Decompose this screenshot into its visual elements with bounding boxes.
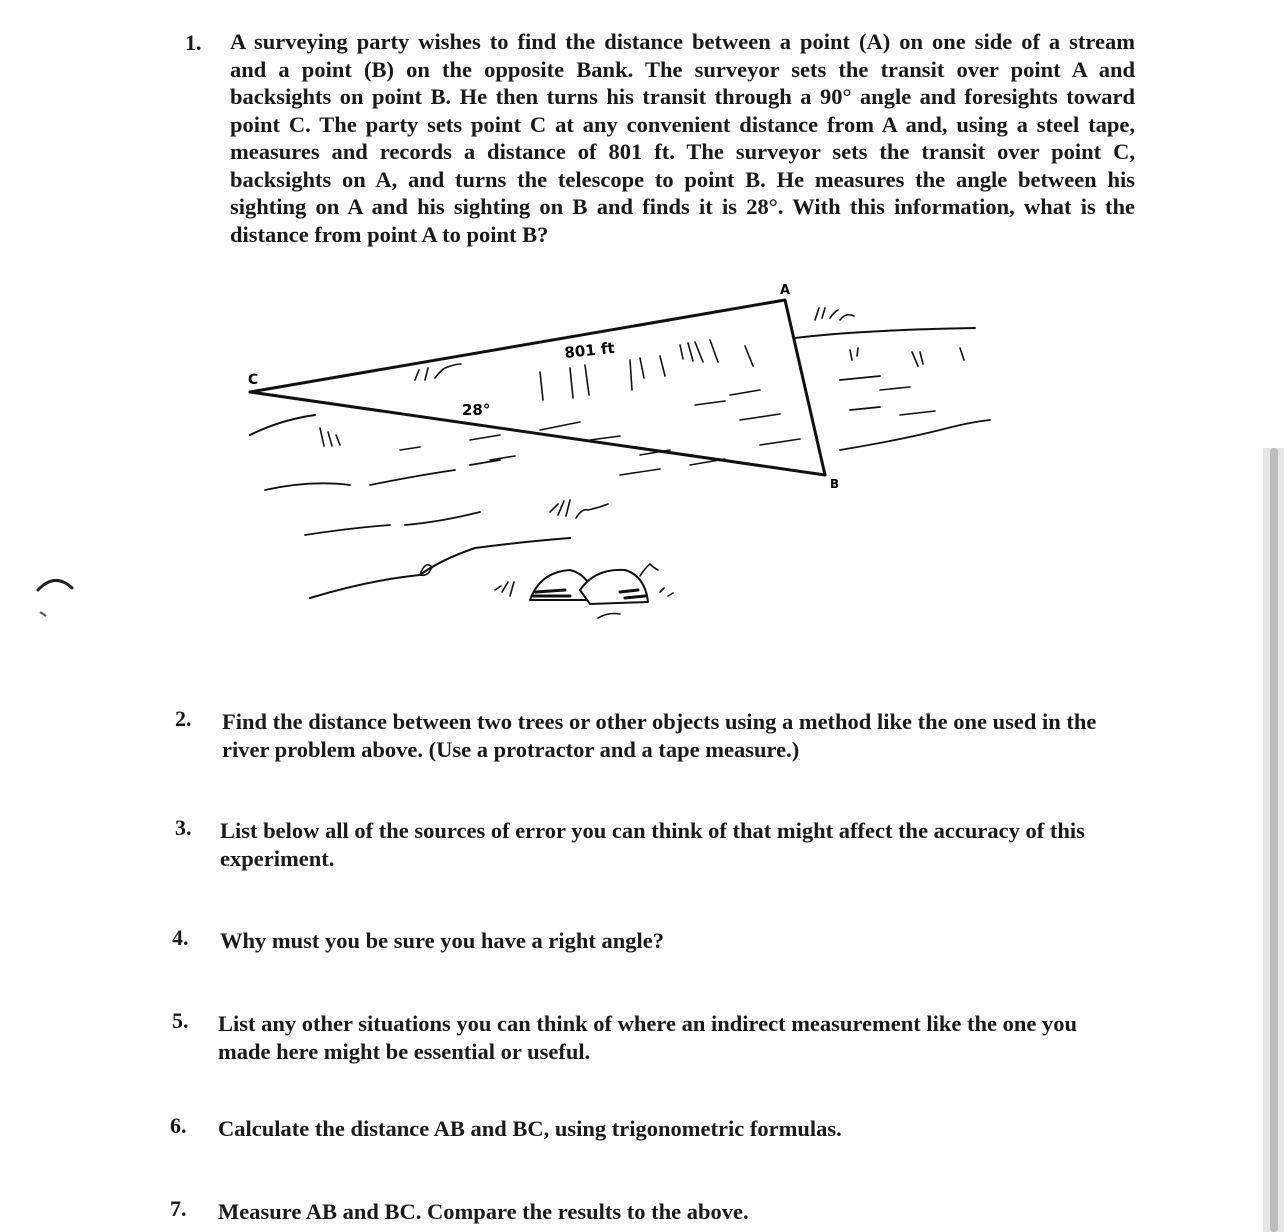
line-cb <box>250 392 825 475</box>
river-survey-diagram <box>240 280 1000 640</box>
question-1-line: distance from point A to point B? <box>230 221 549 247</box>
angle-label: 28° <box>462 401 491 419</box>
far-bank <box>795 328 975 338</box>
question-1-number: 1. <box>185 30 202 55</box>
question-5-number: 5. <box>172 1008 189 1033</box>
question-1-line: sighting on A and his sighting on B and finds it is 28°. With this information, what is the <box>230 194 1135 219</box>
question-3-text: List below all of the sources of error you can think of that might affect the accuracy of this experiment. <box>220 818 1085 871</box>
question-1-line: point C. The party sets point C at any convenient distance from A and, using a steel tape, <box>230 111 1135 137</box>
point-b-label: B <box>830 477 840 491</box>
hole-punch-mark <box>0 560 90 640</box>
point-a-label: A <box>780 283 791 298</box>
question-1-line: backsights on point B. He then turns his transit through a 90° angle and foresights toward <box>230 84 1135 109</box>
line-ca <box>250 300 785 392</box>
line-ab <box>785 300 825 475</box>
question-4-text: Why must you be sure you have a right angle? <box>220 928 665 953</box>
question-6-text: Calculate the distance AB and BC, using trigonometric formulas. <box>218 1116 842 1141</box>
question-1-line: A surveying party wishes to find the distance between a point (A) on one side of a stream <box>230 29 1135 54</box>
question-1-line: and a point (B) on the opposite Bank. The surveyor sets the transit over point A and <box>230 56 1135 82</box>
question-7-text: Measure AB and BC. Compare the results to the above. <box>218 1199 749 1224</box>
near-bank <box>250 415 315 435</box>
point-c-label: C <box>248 372 259 388</box>
question-5-text: List any other situations you can think of where an indirect measurement like the one you made here might be essential or useful. <box>218 1011 1077 1064</box>
scrollbar-thumb[interactable] <box>1270 448 1278 1232</box>
question-3-number: 3. <box>175 815 192 840</box>
question-2-text: Find the distance between two trees or other objects using a method like the one used in the river problem above. (Use a protractor and a tape measure.) <box>222 709 1097 762</box>
question-6-number: 6. <box>170 1113 187 1138</box>
distance-label: 801 ft <box>563 338 616 362</box>
question-1-line: measures and records a distance of 801 ft. The surveyor sets the transit over point C, <box>230 139 1135 164</box>
question-4-number: 4. <box>172 925 189 950</box>
question-1-line: backsights on A, and turns the telescope to point B. He measures the angle between his <box>230 166 1135 192</box>
question-7-number: 7. <box>170 1196 187 1221</box>
question-2-number: 2. <box>175 706 192 731</box>
question-1-text <box>230 28 1135 248</box>
